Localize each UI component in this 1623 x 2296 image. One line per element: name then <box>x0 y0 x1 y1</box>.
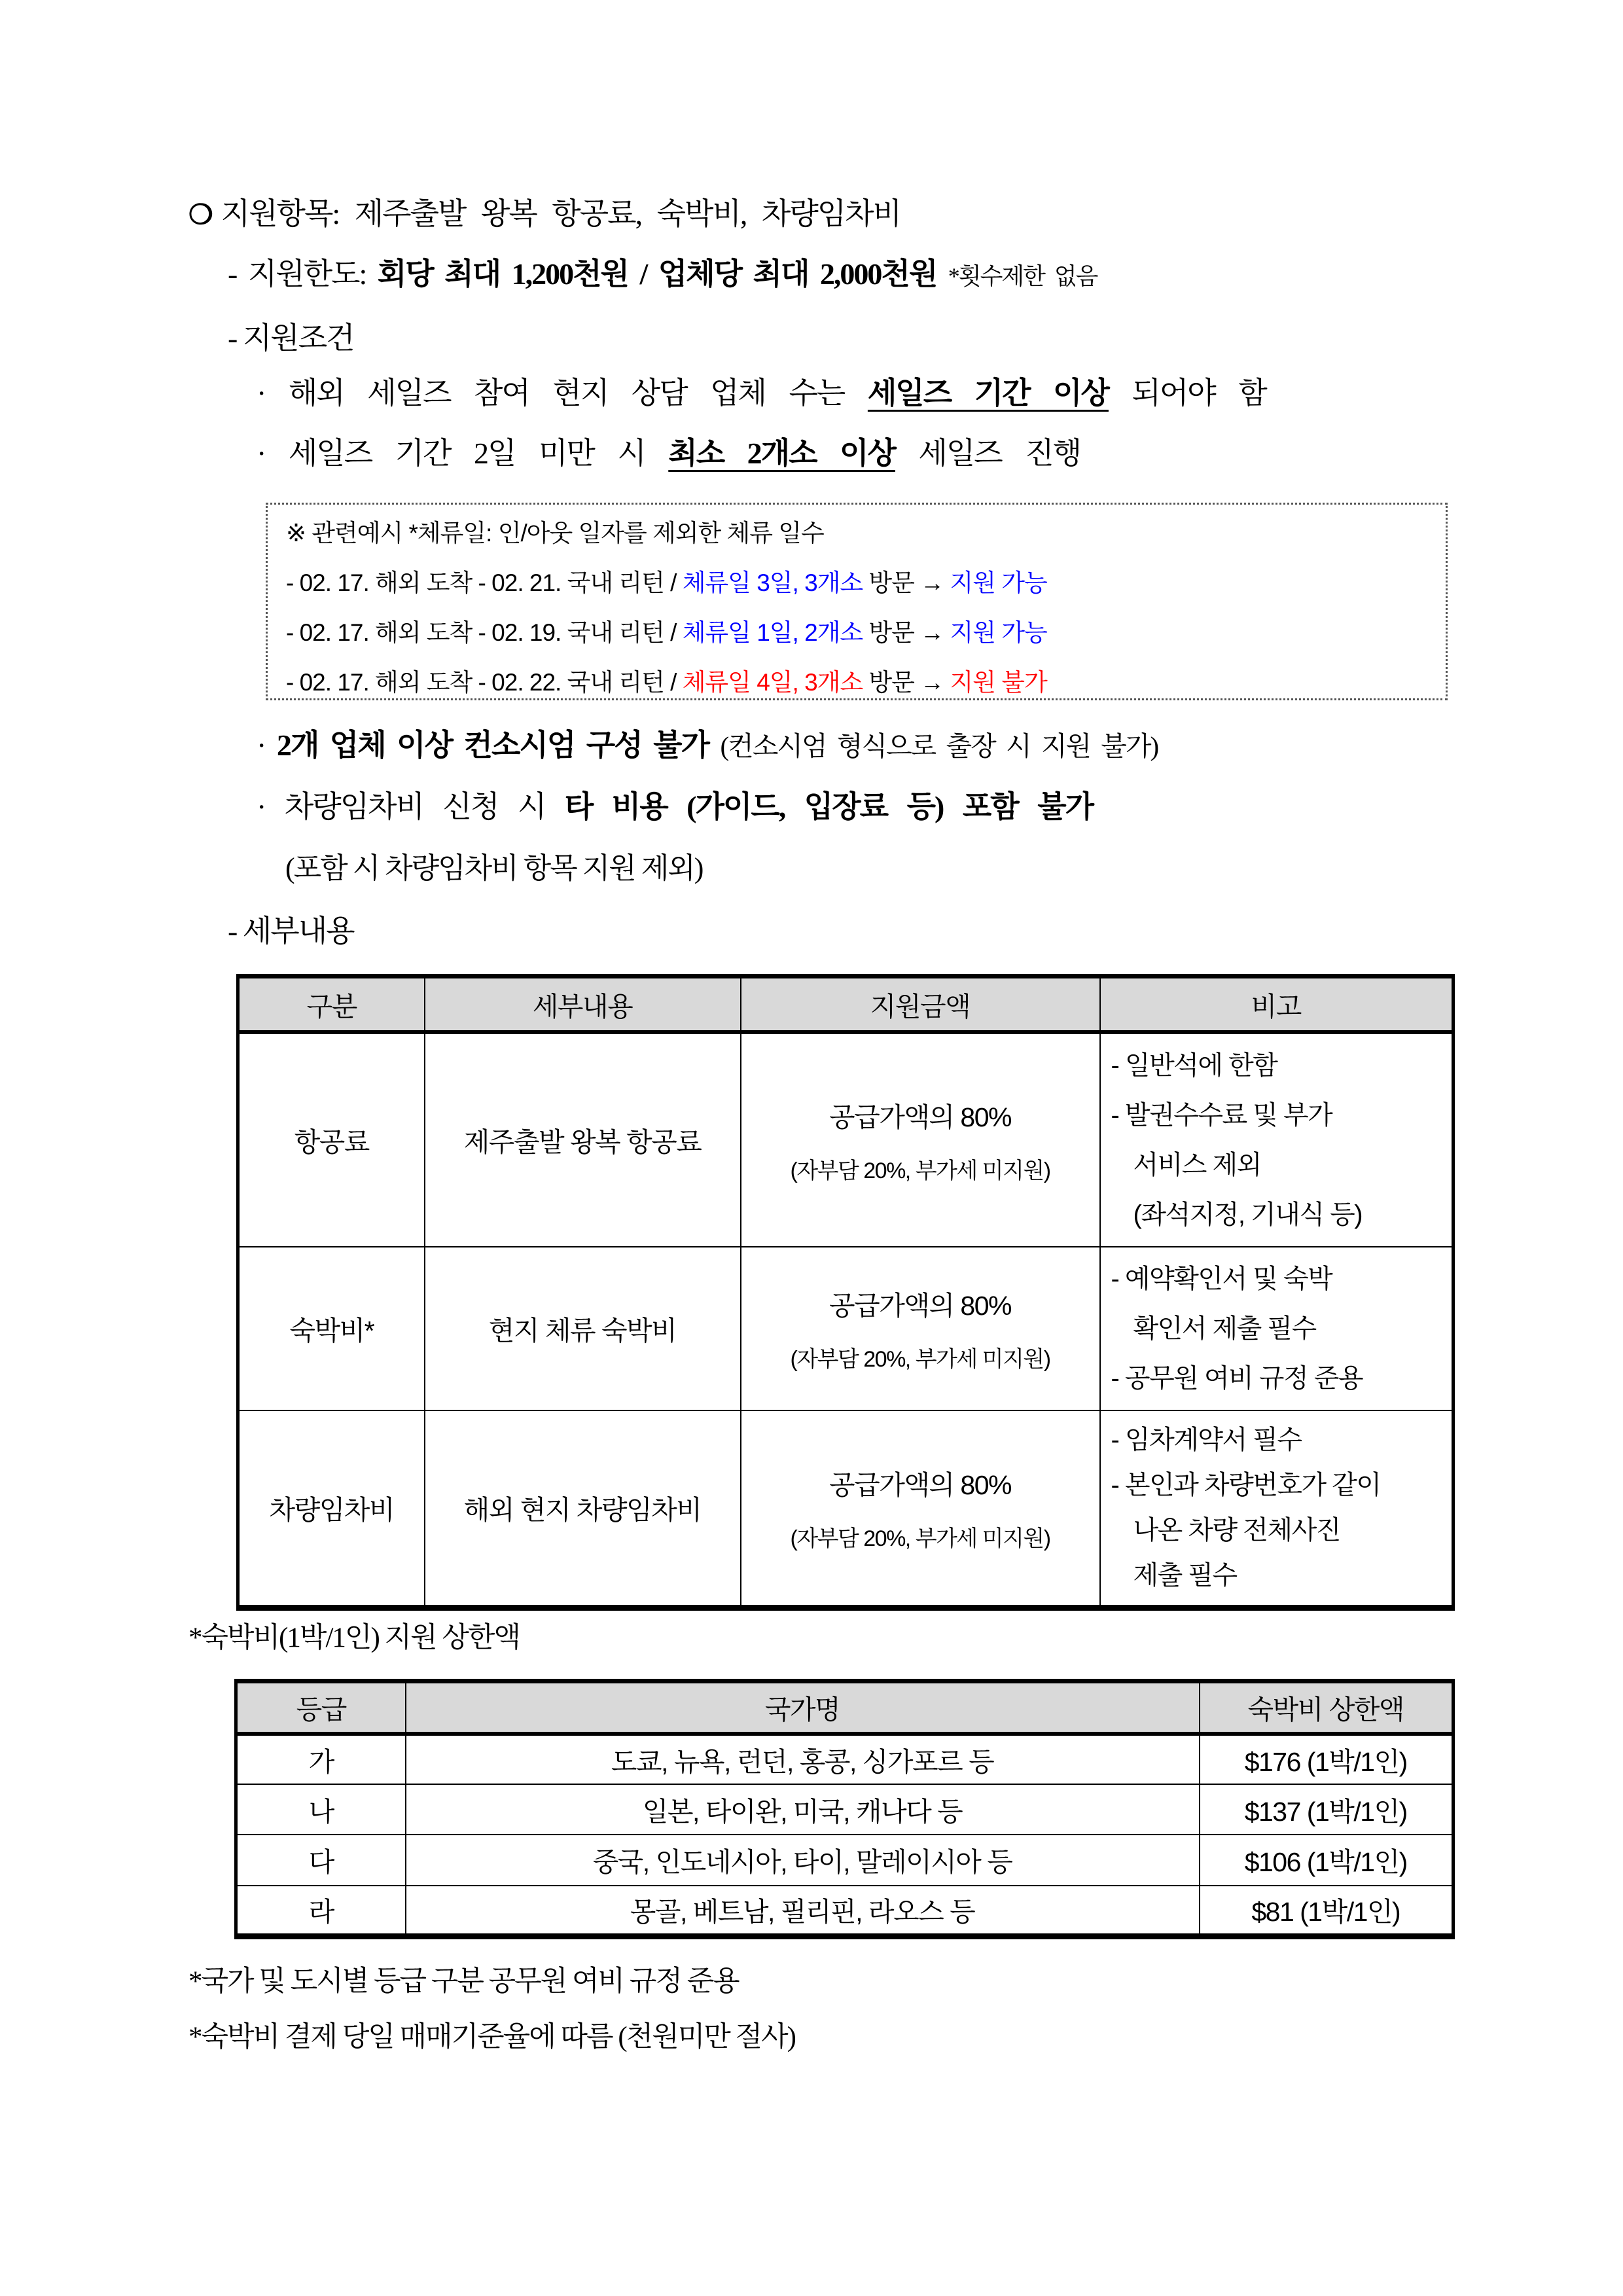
condition2-post: 세일즈 진행 <box>918 437 1081 470</box>
remark-line: 서비스 제외 <box>1133 1150 1261 1179</box>
airfare-amount-sub: (자부담 20%, 부가세 미지원) <box>790 1158 1050 1183</box>
example2-stay: 체류일 1일, 2개소 <box>682 619 863 646</box>
dot-bullet: · <box>257 728 266 762</box>
dot-bullet: · <box>257 376 266 410</box>
remark-line: 제출 필수 <box>1133 1560 1237 1590</box>
remark-line: - 본인과 차량번호가 같이 <box>1111 1470 1381 1499</box>
remark-line: - 임차계약서 필수 <box>1111 1425 1302 1454</box>
remark-line: 확인서 제출 필수 <box>1133 1314 1316 1343</box>
support-limit-note: *횟수제한 없음 <box>948 263 1097 289</box>
countries-cell: 도쿄, 뉴욕, 런던, 홍콩, 싱가포르 등 <box>406 1734 1200 1784</box>
condition1-pre: 해외 세일즈 참여 현지 상담 업체 수는 <box>288 376 845 410</box>
lodging-cap-table <box>234 1679 1455 1939</box>
detail-table-header-row <box>238 977 1454 1032</box>
vehicle-amount-sub: (자부담 20%, 부가세 미지원) <box>790 1526 1050 1551</box>
condition-consortium <box>257 725 1158 766</box>
detail-row-lodging <box>238 1247 1454 1410</box>
vehicle-remarks-cell <box>1100 1410 1454 1608</box>
condition1-emphasis: 세일즈 기간 이상 <box>867 376 1109 410</box>
detail-header-category: 구분 <box>238 977 425 1032</box>
example3-dates: - 02. 17. 해외 도착 - 02. 22. 국내 리턴 / <box>286 669 677 696</box>
footnote-exchange-rule <box>188 2015 795 2054</box>
lodging-amount-sub: (자부담 20%, 부가세 미지원) <box>790 1346 1050 1372</box>
condition3-paren: (컨소시엄 형식으로 출장 시 지원 불가) <box>720 731 1158 761</box>
airfare-amount-cell <box>741 1032 1100 1247</box>
condition-vehicle-sub <box>285 848 702 889</box>
limit-cell: $176 (1박/1인) <box>1200 1734 1454 1784</box>
lodging-row-ga <box>236 1734 1454 1784</box>
countries-cell: 중국, 인도네시아, 타이, 말레이시아 등 <box>406 1835 1200 1886</box>
remark-line: - 일반석에 한함 <box>1111 1050 1277 1080</box>
countries-cell: 일본, 타이완, 미국, 캐나다 등 <box>406 1784 1200 1835</box>
vehicle-category-cell: 차량임차비 <box>238 1410 425 1608</box>
lodging-amount-cell <box>741 1247 1100 1410</box>
lodging-header-countries: 국가명 <box>406 1681 1200 1734</box>
circle-bullet-icon: ❍ <box>188 200 212 230</box>
lodging-row-ra <box>236 1886 1454 1937</box>
detail-row-vehicle <box>238 1410 1454 1608</box>
example-row <box>286 658 1446 708</box>
condition1-post: 되어야 함 <box>1132 376 1266 410</box>
lodging-amount-main: 공급가액의 80% <box>829 1290 1011 1321</box>
airfare-detail-cell: 제주출발 왕복 항공료 <box>425 1032 741 1247</box>
condition4-bold: 타 비용 (가이드, 입장료 등) 포함 불가 <box>564 790 1094 823</box>
support-items-text: 지원항목: 제주출발 왕복 항공료, 숙박비, 차량임차비 <box>221 197 901 230</box>
conditions-heading <box>228 318 354 359</box>
example1-stay: 체류일 3일, 3개소 <box>682 569 863 596</box>
support-items-line <box>188 194 901 236</box>
airfare-remarks-cell <box>1100 1032 1454 1247</box>
remark-line: - 공무원 여비 규정 준용 <box>1111 1363 1363 1393</box>
footnote-grade-rule <box>188 1959 739 1999</box>
airfare-amount-main: 공급가액의 80% <box>829 1102 1011 1132</box>
condition4-sub-text: (포함 시 차량임차비 항목 지원 제외) <box>285 852 703 884</box>
example3-visit: 방문 → <box>868 669 944 696</box>
detail-heading <box>228 911 354 952</box>
condition4-pre: 차량임차비 신청 시 <box>284 790 546 823</box>
example2-result: 지원 가능 <box>950 619 1047 646</box>
example-row <box>286 558 1446 608</box>
lodging-header-grade: 등급 <box>236 1681 406 1734</box>
lodging-detail-cell: 현지 체류 숙박비 <box>425 1247 741 1410</box>
limit-cell: $106 (1박/1인) <box>1200 1835 1454 1886</box>
limit-cell: $137 (1박/1인) <box>1200 1784 1454 1835</box>
lodging-header-limit: 숙박비 상한액 <box>1200 1681 1454 1734</box>
lodging-remarks-cell <box>1100 1247 1454 1410</box>
grade-cell: 다 <box>236 1835 406 1886</box>
condition-min-visits <box>257 433 1080 474</box>
conditions-heading-text: - 지원조건 <box>228 321 354 355</box>
remark-line: (좌석지정, 기내식 등) <box>1133 1200 1363 1229</box>
condition-vehicle-costs <box>257 787 1093 827</box>
detail-header-remarks: 비고 <box>1100 977 1454 1032</box>
vehicle-amount-cell <box>741 1410 1100 1608</box>
countries-cell: 몽골, 베트남, 필리핀, 라오스 등 <box>406 1886 1200 1937</box>
example1-visit: 방문 → <box>868 569 944 596</box>
example-row <box>286 608 1446 658</box>
example-box-header <box>286 509 1446 558</box>
support-limit-label: - 지원한도: <box>228 257 366 291</box>
lodging-category-cell: 숙박비* <box>238 1247 425 1410</box>
lodging-cap-caption-text: *숙박비(1박/1인) 지원 상한액 <box>188 1623 520 1653</box>
condition3-bold: 2개 업체 이상 컨소시엄 구성 불가 <box>276 728 709 762</box>
detail-heading-text: - 세부내용 <box>228 914 354 948</box>
vehicle-detail-cell: 해외 현지 차량임차비 <box>425 1410 741 1608</box>
example-box <box>266 503 1448 700</box>
example1-dates: - 02. 17. 해외 도착 - 02. 21. 국내 리턴 / <box>286 569 677 596</box>
footnote-exchange-rule-text: *숙박비 결제 당일 매매기준율에 따름 (천원미만 절사) <box>188 2022 795 2053</box>
support-limit-line <box>228 254 1097 296</box>
example2-dates: - 02. 17. 해외 도착 - 02. 19. 국내 리턴 / <box>286 619 677 646</box>
dot-bullet: · <box>257 437 266 470</box>
lodging-row-na <box>236 1784 1454 1835</box>
example3-stay: 체류일 4일, 3개소 <box>682 669 863 696</box>
grade-cell: 나 <box>236 1784 406 1835</box>
example1-result: 지원 가능 <box>950 569 1047 596</box>
dot-bullet: · <box>257 790 266 823</box>
detail-row-airfare <box>238 1032 1454 1247</box>
airfare-category-cell: 항공료 <box>238 1032 425 1247</box>
remark-line: - 발권수수료 및 부가 <box>1111 1100 1332 1130</box>
detail-table <box>236 974 1455 1611</box>
example3-result: 지원 불가 <box>950 669 1047 696</box>
condition2-emphasis: 최소 2개소 이상 <box>668 437 895 470</box>
example-box-header-text: ※ 관련예시 *체류일: 인/아웃 일자를 제외한 체류 일수 <box>286 520 824 547</box>
condition2-pre: 세일즈 기간 2일 미만 시 <box>288 437 645 470</box>
grade-cell: 가 <box>236 1734 406 1784</box>
remark-line: 나온 차량 전체사진 <box>1133 1515 1340 1545</box>
remark-line: - 예약확인서 및 숙박 <box>1111 1264 1332 1293</box>
grade-cell: 라 <box>236 1886 406 1937</box>
vehicle-amount-main: 공급가액의 80% <box>829 1469 1011 1500</box>
support-limit-amount: 회당 최대 1,200천원 / 업체당 최대 2,000천원 <box>377 257 937 291</box>
lodging-cap-caption <box>188 1615 520 1655</box>
condition-sales-count <box>257 373 1266 414</box>
footnote-grade-rule-text: *국가 및 도시별 등급 구분 공무원 여비 규정 준용 <box>188 1966 739 1997</box>
limit-cell: $81 (1박/1인) <box>1200 1886 1454 1937</box>
lodging-row-da <box>236 1835 1454 1886</box>
example2-visit: 방문 → <box>868 619 944 646</box>
detail-header-amount: 지원금액 <box>741 977 1100 1032</box>
lodging-table-header-row <box>236 1681 1454 1734</box>
detail-header-detail: 세부내용 <box>425 977 741 1032</box>
